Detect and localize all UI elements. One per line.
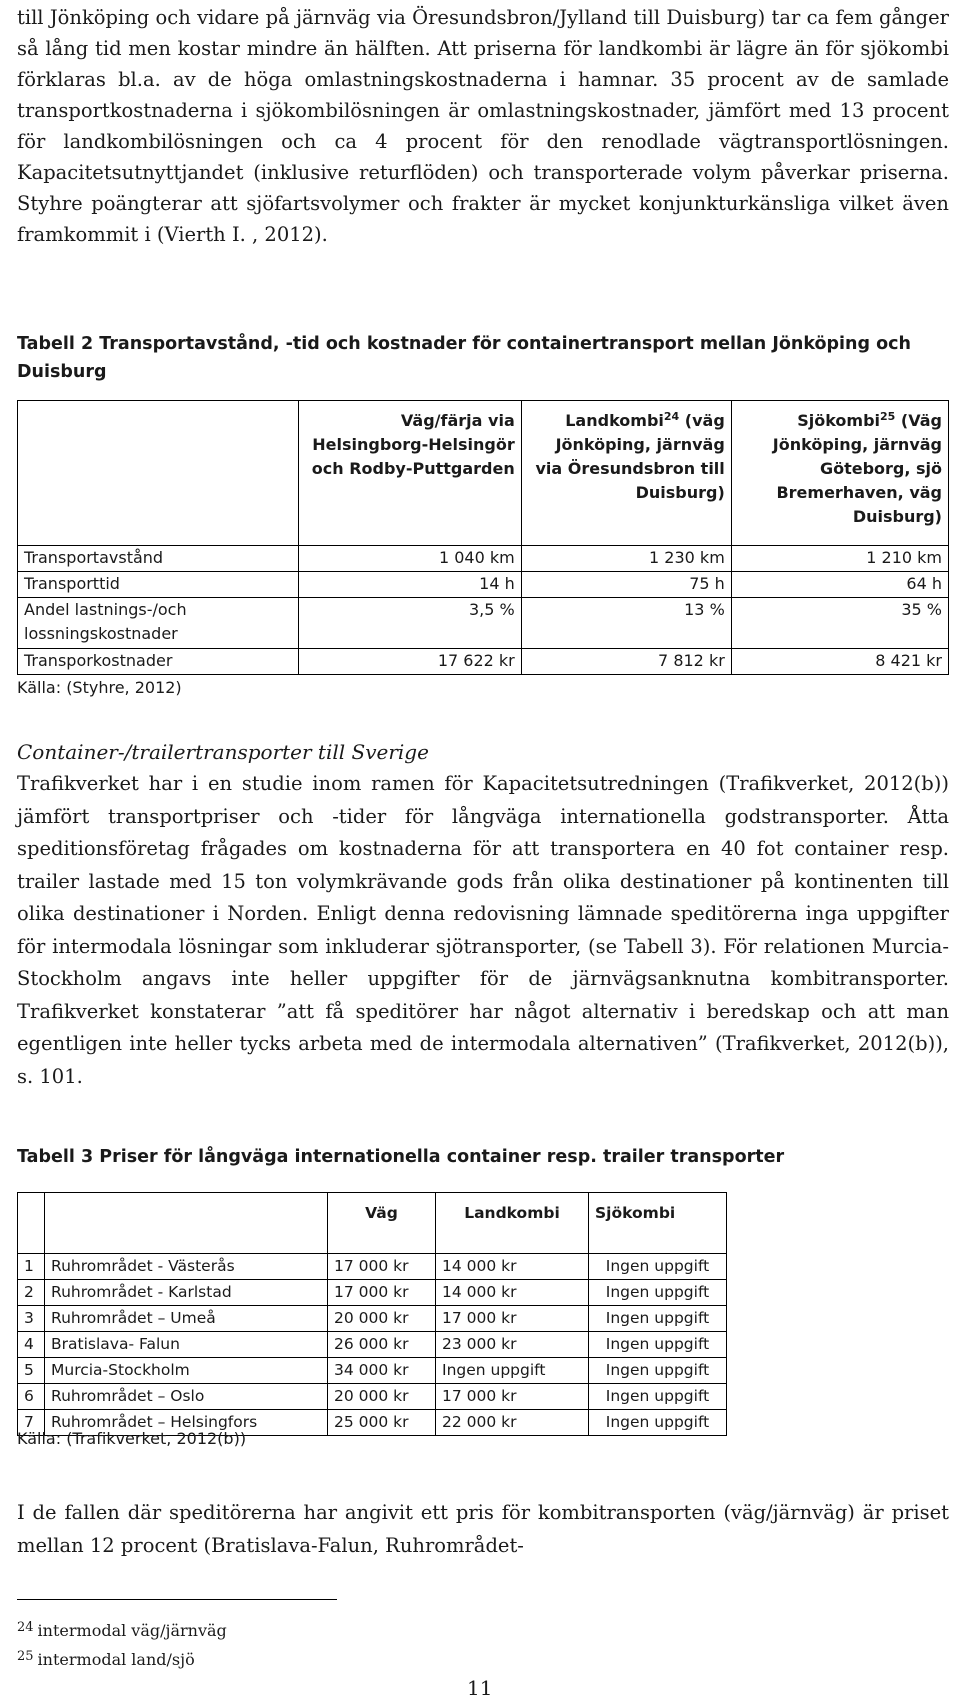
table-row <box>18 1280 727 1306</box>
landkombi-route: (väg Jönköping, järnväg via Öresundsbron till Duisburg) <box>535 411 725 502</box>
route-name: Murcia-Stockholm <box>45 1358 328 1384</box>
table-3-header-route <box>45 1193 328 1254</box>
footnote-divider <box>17 1599 337 1600</box>
paragraph-3: I de fallen där speditörerna har angivit ett pris för kombitransporten (väg/järnväg) är priset mellan 12 procent (Bratislava-Falun, Ruhrområdet- <box>17 1501 949 1557</box>
paragraph-1: till Jönköping och vidare på järnväg via Öresundsbron/Jylland till Duisburg) tar ca fem gånger så lång tid men kostar mindre än hälften. Att priserna för landkombi är lägre än för sjökombi förklaras bl.a. av de höga omlastningskostnaderna i hamnar. 35 procent av de samlade transportkostnaderna i sjökombilösningen är omlastningskostnader, jämfört med 13 procent för landkombilösningen och ca 4 procent för den renodlade vägtransportlösningen. Kapacitetsutnyttjandet (inklusive returflöden) och transporterade volym påverkar priserna. Styhre poängterar att sjöfartsvolymer och frakter är mycket konjunkturkänsliga vilket även framkommit i (Vierth I. , 2012). <box>17 6 949 246</box>
cell-landkombi: 23 000 kr <box>436 1332 589 1358</box>
cell-sjokombi: 64 h <box>731 572 948 598</box>
paragraph-2: Trafikverket har i en studie inom ramen för Kapacitetsutredningen (Trafikverket, 2012(b)) jämfört transportpriser och -tider för långväga internationella godstransporter. Åtta speditionsföretag frågades om kostnaderna för att transportera en 40 fot container resp. trailer lastade med 15 ton volymkrävande gods från olika destinationer på kontinenten till olika destinationer i Norden. Enligt denna redovisning lämnade speditörerna inga uppgifter för intermodala lösningar som inkluderar sjötransporter, (se Tabell 3). För relationen Murcia-Stockholm angavs inte heller uppgifter för de järnvägsanknutna kombitransporter. Trafikverket konstaterar ”att få speditörer har något alternativ i beredskap och att man egentligen inte heller tycks arbeta med de intermodala alternativen” (Trafikverket, 2012(b)), s. 101. <box>17 772 949 1088</box>
sjokombi-label: Sjökombi <box>797 411 881 430</box>
cell-sjokombi: Ingen uppgift <box>589 1280 727 1306</box>
table-row <box>18 598 949 649</box>
row-number: 2 <box>18 1280 45 1306</box>
cell-landkombi: 14 000 kr <box>436 1280 589 1306</box>
cell-landkombi: 75 h <box>521 572 731 598</box>
cell-sjokombi: Ingen uppgift <box>589 1384 727 1410</box>
route-name: Ruhrområdet – Umeå <box>45 1306 328 1332</box>
cell-vag: 14 h <box>299 572 521 598</box>
page-number: 11 <box>467 1676 493 1700</box>
row-number: 3 <box>18 1306 45 1332</box>
cell-vag: 25 000 kr <box>328 1410 436 1436</box>
footnote-text: intermodal land/sjö <box>37 1650 195 1669</box>
route-name: Ruhrområdet - Karlstad <box>45 1280 328 1306</box>
row-number: 6 <box>18 1384 45 1410</box>
cell-landkombi: 1 230 km <box>521 546 731 572</box>
table-2-header-empty <box>18 401 299 546</box>
table-3-header-empty <box>18 1193 45 1254</box>
table-2-source: Källa: (Styhre, 2012) <box>17 678 182 697</box>
cell-landkombi: 17 000 kr <box>436 1384 589 1410</box>
footnote-text: intermodal väg/järnväg <box>37 1621 227 1640</box>
cell-vag: 3,5 % <box>299 598 521 649</box>
cell-sjokombi: 1 210 km <box>731 546 948 572</box>
table-2-header-sjokombi <box>731 401 948 546</box>
cell-landkombi: 14 000 kr <box>436 1254 589 1280</box>
table-row <box>18 546 949 572</box>
table-3 <box>17 1192 727 1436</box>
cell-sjokombi: Ingen uppgift <box>589 1254 727 1280</box>
cell-sjokombi: 35 % <box>731 598 948 649</box>
cell-vag: 20 000 kr <box>328 1306 436 1332</box>
row-label: Transporttid <box>18 572 299 598</box>
table-row <box>18 1254 727 1280</box>
cell-vag: 17 622 kr <box>299 649 521 675</box>
table-row <box>18 1332 727 1358</box>
table-2-header-landkombi <box>521 401 731 546</box>
table-2-header-row <box>18 401 949 546</box>
cell-vag: 17 000 kr <box>328 1254 436 1280</box>
row-number: 7 <box>18 1410 45 1436</box>
cell-vag: 34 000 kr <box>328 1358 436 1384</box>
footnote-ref-25: 25 <box>880 410 896 423</box>
row-number: 1 <box>18 1254 45 1280</box>
table-2-caption: Tabell 2 Transportavstånd, -tid och kostnader för containertransport mellan Jönköping och Duisburg <box>17 334 911 382</box>
route-name: Ruhrområdet – Helsingfors <box>45 1410 328 1436</box>
landkombi-label: Landkombi <box>565 411 664 430</box>
table-row <box>18 1384 727 1410</box>
cell-vag: 26 000 kr <box>328 1332 436 1358</box>
table-3-caption: Tabell 3 Priser för långväga internationella container resp. trailer transporter <box>17 1147 785 1167</box>
cell-sjokombi: Ingen uppgift <box>589 1332 727 1358</box>
table-row <box>18 1358 727 1384</box>
table-3-header-vag: Väg <box>328 1193 436 1254</box>
footnote-number: 24 <box>17 1620 34 1635</box>
cell-vag: 1 040 km <box>299 546 521 572</box>
cell-sjokombi: 8 421 kr <box>731 649 948 675</box>
cell-landkombi: 22 000 kr <box>436 1410 589 1436</box>
footnote-24 <box>17 1620 227 1642</box>
table-row <box>18 1306 727 1332</box>
row-number: 5 <box>18 1358 45 1384</box>
route-name: Bratislava- Falun <box>45 1332 328 1358</box>
footnote-number: 25 <box>17 1649 34 1664</box>
table-3-source: Källa: (Trafikverket, 2012(b)) <box>17 1429 247 1448</box>
footnote-ref-24: 24 <box>663 410 680 423</box>
cell-sjokombi: Ingen uppgift <box>589 1410 727 1436</box>
footnote-25 <box>17 1649 195 1671</box>
route-name: Ruhrområdet - Västerås <box>45 1254 328 1280</box>
cell-landkombi: Ingen uppgift <box>436 1358 589 1384</box>
table-2 <box>17 400 949 675</box>
cell-sjokombi: Ingen uppgift <box>589 1358 727 1384</box>
row-label: Transporkostnader <box>18 649 299 675</box>
row-number: 4 <box>18 1332 45 1358</box>
sjokombi-route: (Väg Jönköping, järnväg Göteborg, sjö Bremerhaven, väg Duisburg) <box>772 411 942 526</box>
route-name: Ruhrområdet – Oslo <box>45 1384 328 1410</box>
cell-vag: 17 000 kr <box>328 1280 436 1306</box>
row-label: Transportavstånd <box>18 546 299 572</box>
section-heading: Container-/trailertransporter till Sverige <box>17 740 429 764</box>
cell-sjokombi: Ingen uppgift <box>589 1306 727 1332</box>
table-row <box>18 649 949 675</box>
cell-landkombi: 17 000 kr <box>436 1306 589 1332</box>
cell-vag: 20 000 kr <box>328 1384 436 1410</box>
row-label: Andel lastnings-/och lossningskostnader <box>18 598 299 649</box>
table-row <box>18 572 949 598</box>
table-3-header-sjokombi: Sjökombi <box>589 1193 727 1254</box>
table-3-header-landkombi: Landkombi <box>436 1193 589 1254</box>
table-2-header-vag: Väg/färja via Helsingborg-Helsingör och Rodby-Puttgarden <box>299 401 521 546</box>
cell-landkombi: 13 % <box>521 598 731 649</box>
table-3-header-row <box>18 1193 727 1254</box>
cell-landkombi: 7 812 kr <box>521 649 731 675</box>
